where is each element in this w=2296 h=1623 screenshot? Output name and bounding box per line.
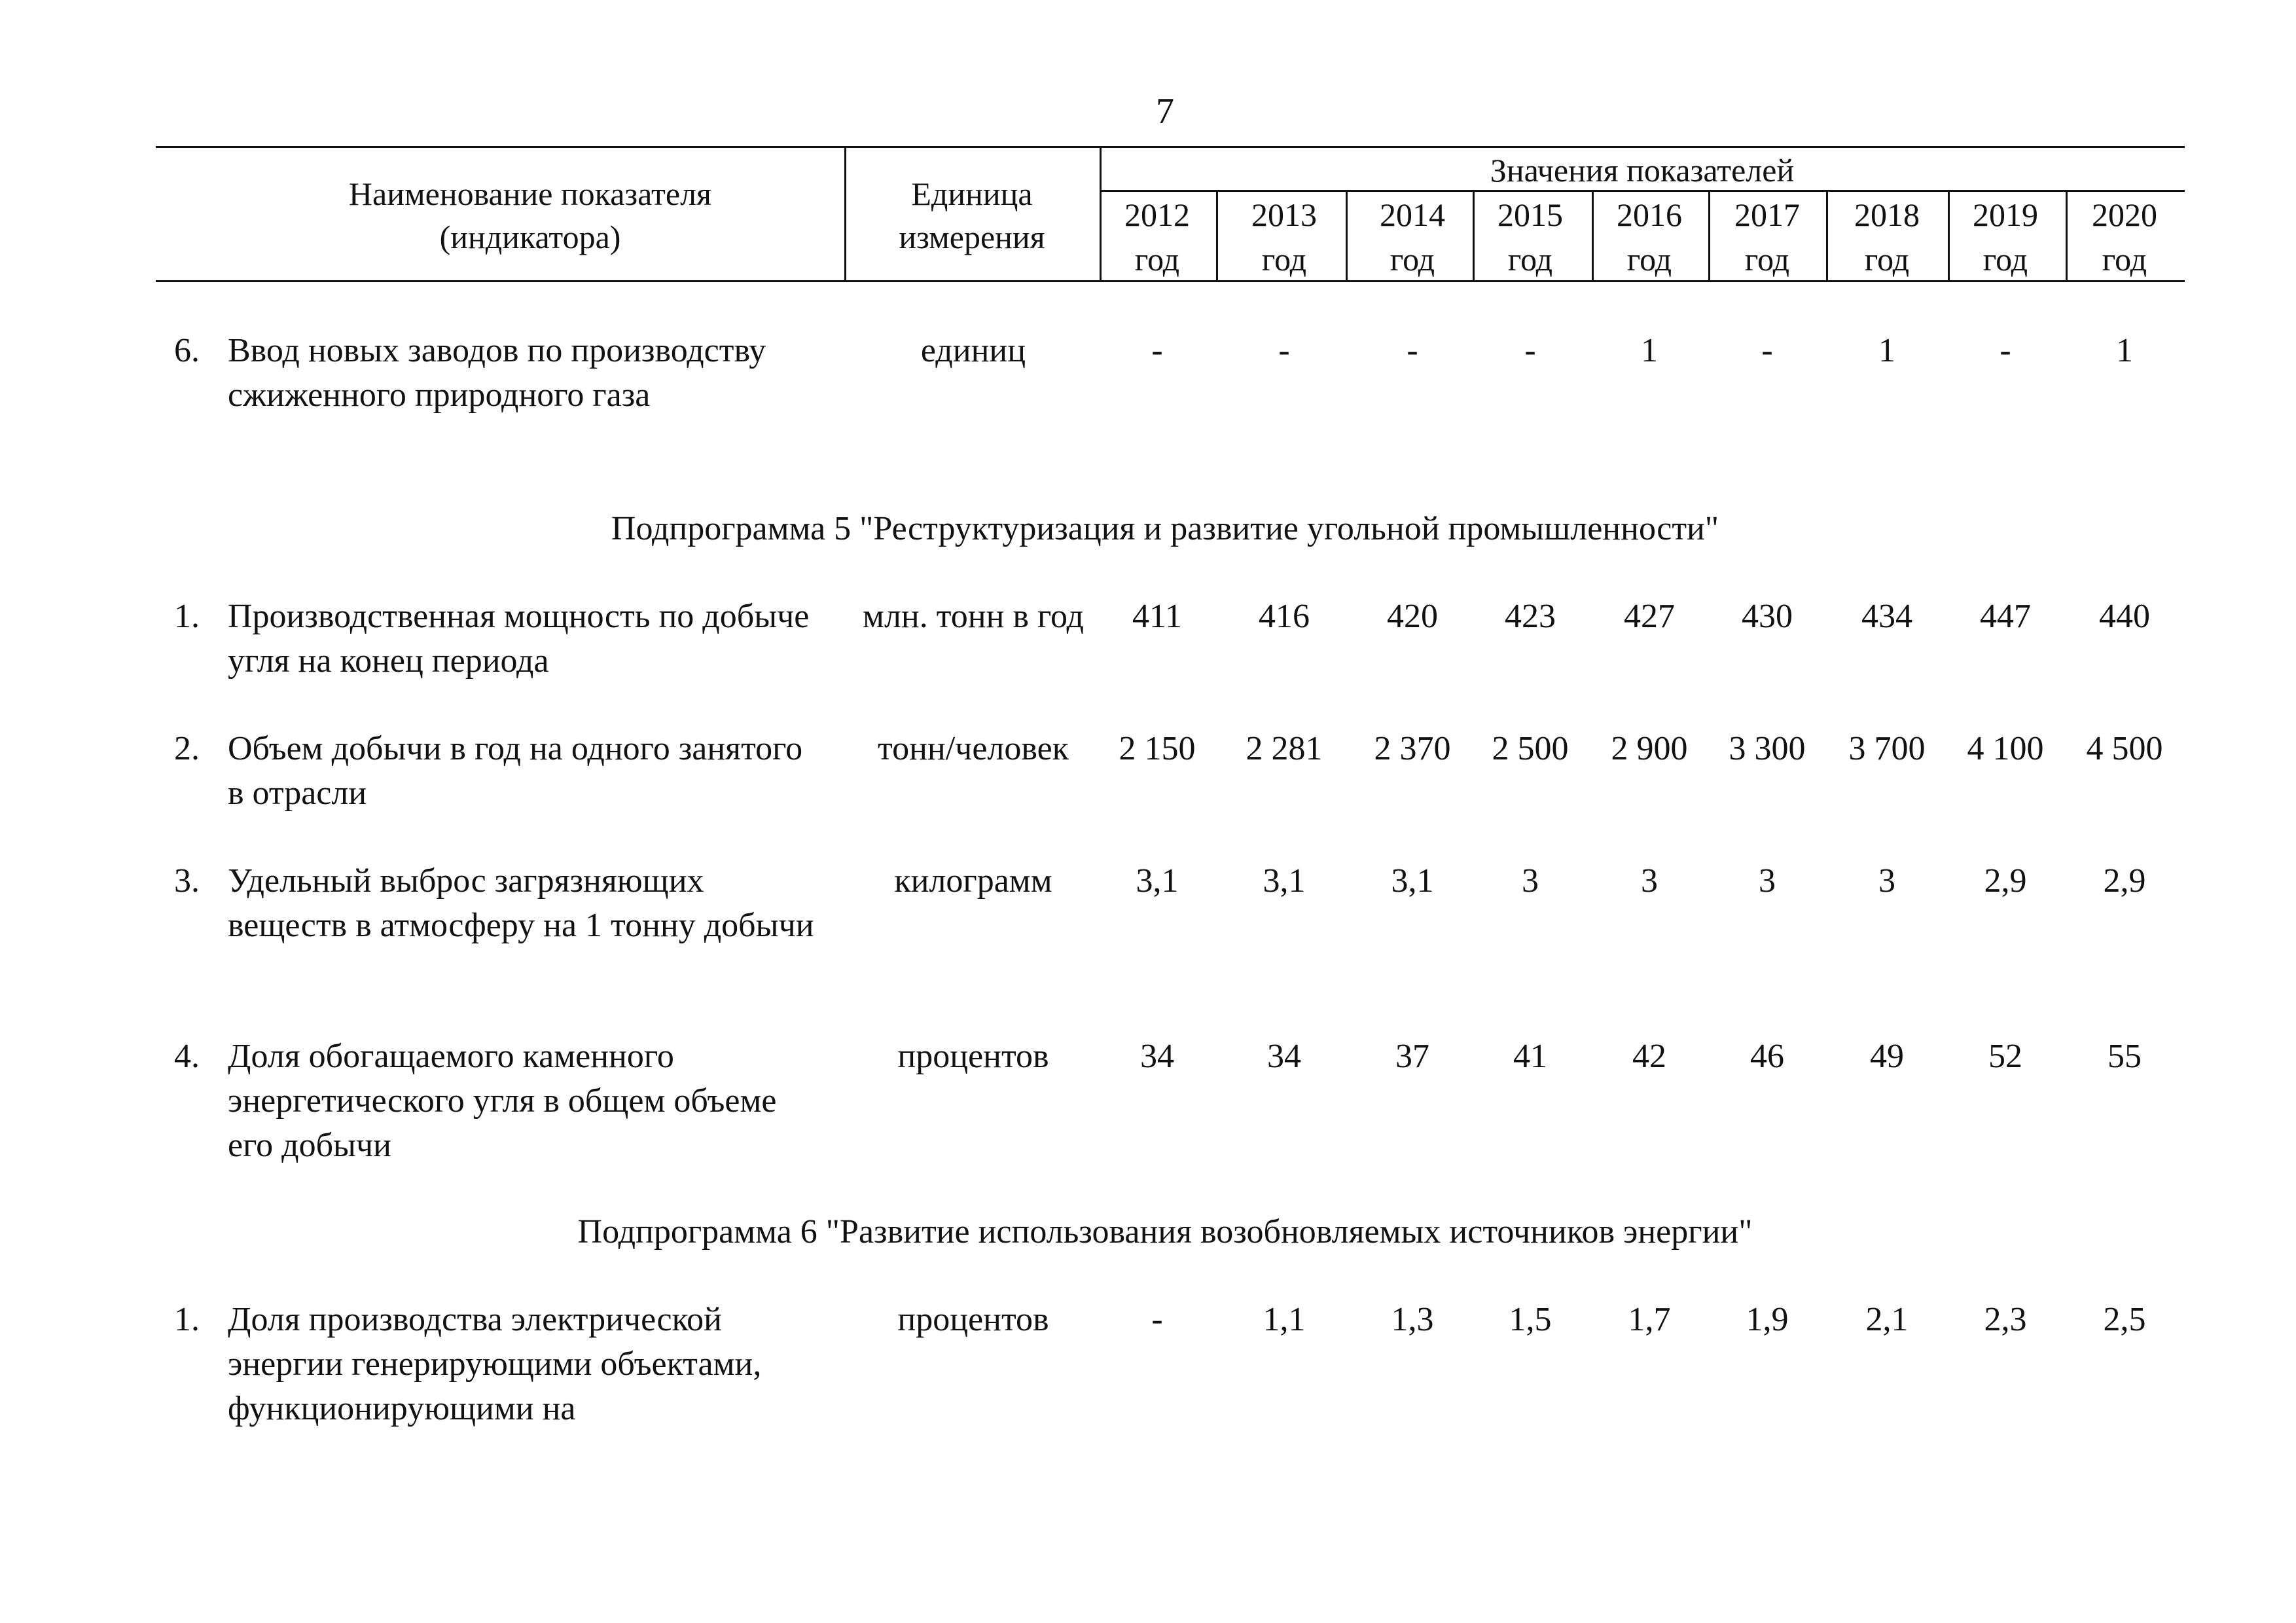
row-number: 2.	[174, 730, 200, 767]
value-2016: 42	[1632, 1038, 1666, 1075]
indicator-name: Удельный выброс загрязняющих веществ в атмосферу на 1 тонну добычи	[228, 862, 814, 944]
year-column-divider	[1346, 190, 1348, 282]
value-2012: 34	[1140, 1038, 1174, 1075]
row-number: 3.	[174, 862, 200, 900]
value-2018: 1	[1878, 332, 1895, 369]
header-year-suffix: год	[1982, 241, 2028, 278]
row-number: 6.	[174, 332, 200, 369]
value-2012: 411	[1132, 598, 1183, 635]
indicator-name: Доля производства электрической энергии генерирующими объектами, функционирующими на	[228, 1301, 762, 1427]
value-2014: 2 370	[1374, 730, 1451, 767]
value-2013: -	[1278, 332, 1290, 369]
header-values-title: Значения показателей	[1490, 152, 1795, 189]
value-2018: 49	[1870, 1038, 1904, 1075]
value-2017: 3 300	[1729, 730, 1806, 767]
value-2016: 3	[1641, 862, 1658, 900]
value-2016: 2 900	[1611, 730, 1688, 767]
subprogram-title: Подпрограмма 6 "Развитие использования возобновляемых источников энергии"	[577, 1213, 1753, 1250]
header-year-2013: 2013	[1251, 196, 1317, 233]
header-name-line2: (индикатора)	[439, 219, 621, 255]
value-2018: 434	[1861, 598, 1912, 635]
value-2020: 440	[2099, 598, 2150, 635]
value-2014: 3,1	[1391, 862, 1434, 900]
value-2019: 2,3	[1984, 1301, 2027, 1338]
value-2016: 1	[1641, 332, 1658, 369]
unit-of-measure: процентов	[897, 1301, 1049, 1338]
row-number: 1.	[174, 598, 200, 635]
value-2016: 427	[1624, 598, 1675, 635]
header-year-suffix: год	[1864, 241, 1910, 278]
header-year-2018: 2018	[1854, 196, 1920, 233]
value-2015: 2 500	[1492, 730, 1569, 767]
value-2018: 3 700	[1848, 730, 1926, 767]
value-2017: 430	[1742, 598, 1793, 635]
value-2020: 2,5	[2103, 1301, 2146, 1338]
value-2012: -	[1151, 1301, 1163, 1338]
unit-of-measure: единиц	[920, 332, 1026, 369]
value-2020: 1	[2116, 332, 2133, 369]
value-2014: 420	[1387, 598, 1438, 635]
value-2014: 1,3	[1391, 1301, 1434, 1338]
unit-of-measure: килограмм	[894, 862, 1052, 900]
header-unit-line1: Единица	[911, 175, 1033, 212]
header-year-2017: 2017	[1734, 196, 1800, 233]
header-year-suffix: год	[1390, 241, 1435, 278]
value-2016: 1,7	[1628, 1301, 1671, 1338]
header-year-suffix: год	[1626, 241, 1672, 278]
indicator-name: Ввод новых заводов по производству сжиженного природного газа	[228, 332, 766, 414]
indicator-name: Производственная мощность по добыче угля на конец периода	[228, 598, 810, 680]
value-2013: 1,1	[1263, 1301, 1306, 1338]
value-2013: 34	[1267, 1038, 1301, 1075]
value-2017: 46	[1750, 1038, 1784, 1075]
value-2013: 2 281	[1246, 730, 1323, 767]
indicator-name: Объем добычи в год на одного занятого в отрасли	[228, 730, 803, 812]
unit-of-measure: млн. тонн в год	[863, 598, 1084, 635]
value-2015: 1,5	[1509, 1301, 1552, 1338]
value-2012: 3,1	[1136, 862, 1179, 900]
value-2015: 423	[1505, 598, 1556, 635]
header-unit-line2: измерения	[899, 219, 1045, 255]
row-number: 1.	[174, 1301, 200, 1338]
value-2020: 55	[2108, 1038, 2142, 1075]
header-year-suffix: год	[1134, 241, 1180, 278]
row-number: 4.	[174, 1038, 200, 1075]
header-year-suffix: год	[1744, 241, 1790, 278]
header-year-2012: 2012	[1124, 196, 1190, 233]
unit-of-measure: процентов	[897, 1038, 1049, 1075]
value-2017: -	[1761, 332, 1773, 369]
value-2013: 3,1	[1263, 862, 1306, 900]
page-number: 7	[1156, 91, 1174, 132]
value-2020: 2,9	[2103, 862, 2146, 900]
value-2019: 447	[1980, 598, 2031, 635]
value-2012: -	[1151, 332, 1163, 369]
header-year-2014: 2014	[1380, 196, 1445, 233]
unit-of-measure: тонн/человек	[878, 730, 1069, 767]
indicator-name: Доля обогащаемого каменного энергетического угля в общем объеме его добычи	[228, 1038, 777, 1164]
header-year-suffix: год	[2102, 241, 2147, 278]
value-2019: 2,9	[1984, 862, 2027, 900]
value-2020: 4 500	[2086, 730, 2163, 767]
value-2015: 3	[1522, 862, 1539, 900]
value-2012: 2 150	[1119, 730, 1196, 767]
subprogram-title: Подпрограмма 5 "Реструктуризация и развитие угольной промышленности"	[611, 510, 1719, 547]
header-year-suffix: год	[1261, 241, 1307, 278]
header-year-2020: 2020	[2092, 196, 2157, 233]
value-2017: 3	[1759, 862, 1776, 900]
header-year-2016: 2016	[1617, 196, 1682, 233]
header-year-2019: 2019	[1973, 196, 2038, 233]
value-2018: 2,1	[1865, 1301, 1909, 1338]
value-2017: 1,9	[1746, 1301, 1789, 1338]
value-2014: 37	[1395, 1038, 1429, 1075]
header-year-2015: 2015	[1498, 196, 1563, 233]
value-2014: -	[1407, 332, 1418, 369]
value-2015: -	[1524, 332, 1536, 369]
year-column-divider	[1216, 190, 1218, 282]
value-2019: 4 100	[1967, 730, 2044, 767]
value-2013: 416	[1259, 598, 1310, 635]
header-year-suffix: год	[1507, 241, 1553, 278]
value-2015: 41	[1513, 1038, 1547, 1075]
header-name-line1: Наименование показателя	[348, 175, 712, 212]
value-2019: -	[2000, 332, 2011, 369]
value-2019: 52	[1988, 1038, 2022, 1075]
value-2018: 3	[1878, 862, 1895, 900]
